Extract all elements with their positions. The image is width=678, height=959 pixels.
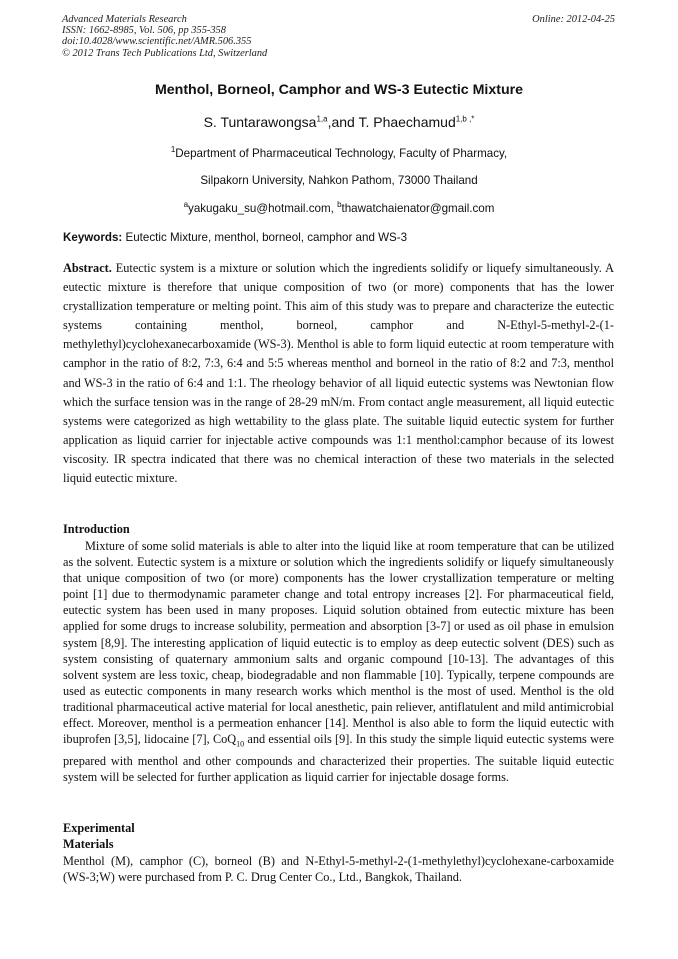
abstract bbox=[63, 259, 614, 488]
keywords bbox=[63, 231, 407, 244]
abstract-text: Eutectic system is a mixture or solution which the ingredients solidify or liquefy simultaneously. A eutectic mixture is therefore that unique composition of two (or more) components that has the lower crystallization temperature or melting point. This aim of this study was to prepare and characterize the eutectic systems containing menthol, borneol, camphor and N-Ethyl-5-methyl-2-(1-methylethyl)cyclohexanecarboxamide (WS-3). Menthol is able to form liquid eutectic at room temperature with camphor in the ratio of 8:2, 7:3, 6:4 and 5:5 whereas menthol and borneol in the ratio of 8:2 and 7:3, menthol and WS-3 in the ratio of 6:4 and 1:1. The rheology behavior of all liquid eutectic systems was Newtonian flow which the surface tension was in the range of 28-29 mN/m. From contact angle measurement, all liquid eutectic systems were categorized as high wettability to the glass plate. The suitable liquid eutectic system for further application as liquid carrier for injectable active compounds was 1:1 menthol:camphor because of its lowest viscosity. IR spectra indicated that there was no chemical interaction of these two materials in the selected liquid eutectic mixture. bbox=[63, 261, 614, 486]
author-1-sup: 1,a bbox=[316, 114, 328, 124]
introduction-text-part1: Mixture of some solid materials is able to alter into the liquid like at room temperature that can be utilized as the solvent. Eutectic system is a mixture or solution which the ingredients solidify or liquefy simultaneously that unique composition of two (or more) components has the lower crystallization temperature or melting point [1] due to thermodynamic parameter change and total entropy increases [2]. For pharmaceutical field, eutectic system has been used in many proposes. Liquid solution obtained from eutectic mixture has been applied for some drugs to increase solubility, permeation and absorption [3-7] or used as oil phase in emulsion system [8,9]. The interesting application of liquid eutectic is to employ as deep eutectic solvent (DES) such as system consisting of quaternary ammonium salts and organic compound [10-13]. The advantages of this solvent system are less toxic, cheap, biodegradable and non flammable [10]. Typically, terpene compounds are used as eutectic components in many research works which menthol is the most of used. Menthol is the old traditional pharmaceutical active material for local anesthetic, pain reliever, antiflatulent and mild antimicrobial effect. Moreover, menthol is a permeation enhancer [14]. Menthol is also able to form the liquid eutectic with ibuprofen [3,5], lidocaine [7], CoQ bbox=[63, 539, 614, 747]
affiliation-dept: Department of Pharmaceutical Technology, Faculty of Pharmacy, bbox=[175, 147, 508, 160]
introduction-text-part2: and essential oils [9]. In this study the simple liquid eutectic systems were prepared with menthol and other compounds and characterized their properties. The suitable liquid eutectic system will be selected for further application as liquid carrier for injectable dosage forms. bbox=[63, 732, 614, 784]
paper-title: Menthol, Borneol, Camphor and WS-3 Eutectic Mixture bbox=[154, 82, 524, 98]
author-line bbox=[0, 114, 678, 130]
journal-copyright: © 2012 Trans Tech Publications Ltd, Switzerland bbox=[62, 47, 268, 59]
email-a-sup: a bbox=[183, 200, 189, 210]
online-date: Online: 2012-04-25 bbox=[532, 14, 615, 25]
author-1: S. Tuntarawongsa bbox=[203, 114, 317, 130]
affiliation-line-1 bbox=[0, 147, 678, 160]
journal-issn: ISSN: 1662-8985, Vol. 506, pp 355-358 bbox=[62, 25, 226, 37]
materials-heading: Materials bbox=[63, 837, 114, 851]
experimental-heading: Experimental bbox=[63, 821, 135, 835]
affiliation-line-2: Silpakorn University, Nahkon Pathom, 73000 Thailand bbox=[200, 174, 478, 187]
author-2-sup: 1,b ,* bbox=[455, 114, 475, 124]
keywords-label: Keywords: bbox=[63, 231, 123, 244]
email-b: thawatchaienator@gmail.com bbox=[341, 202, 495, 215]
author-2: ,and T. Phaechamud bbox=[327, 114, 456, 130]
introduction-subscript: 10 bbox=[236, 739, 245, 749]
email-a: yakugaku_su@hotmail.com, bbox=[188, 202, 338, 215]
journal-name: Advanced Materials Research bbox=[62, 14, 187, 25]
introduction-text bbox=[63, 538, 614, 785]
journal-header bbox=[62, 14, 267, 59]
keywords-text: Eutectic Mixture, menthol, borneol, camphor and WS-3 bbox=[122, 231, 408, 244]
affiliation-sup: 1 bbox=[170, 145, 176, 155]
materials-text: Menthol (M), camphor (C), borneol (B) and N-Ethyl-5-methyl-2-(1-methylethyl)cyclohexane-carboxamide (WS-3;W) were purchased from P. C. Drug Center Co., Ltd., Bangkok, Thailand. bbox=[63, 854, 614, 885]
abstract-label: Abstract. bbox=[63, 261, 112, 275]
email-b-sup: b bbox=[337, 200, 342, 210]
journal-doi: doi:10.4028/www.scientific.net/AMR.506.355 bbox=[62, 36, 252, 48]
introduction-heading: Introduction bbox=[63, 522, 130, 536]
email-line bbox=[0, 202, 678, 215]
